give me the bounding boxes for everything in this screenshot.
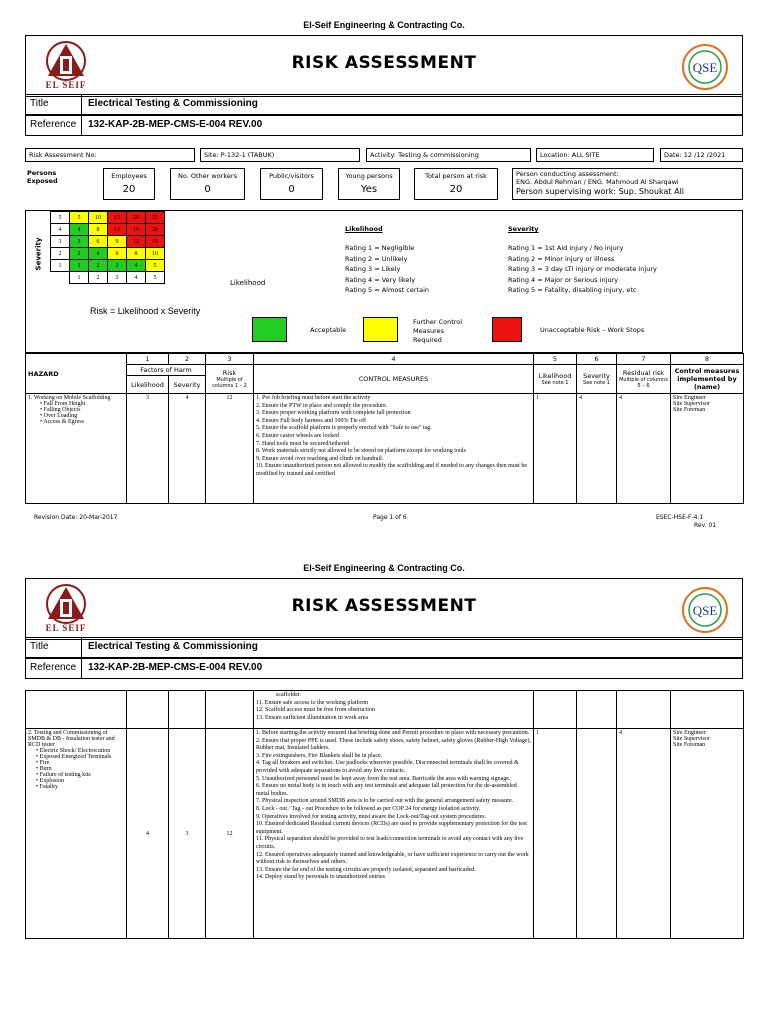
- document-header: [25, 35, 743, 97]
- likelihood-item: Rating 1 = Negligible: [345, 244, 415, 252]
- ra-number: Risk Assessment No:: [25, 148, 195, 162]
- other-workers-box: [170, 168, 245, 200]
- control-measures-cell: scaffolder. 11. Ensure safe access to the working platform 12. Scaffold access must be free from obstruction 13. Ensure sufficient illumination in work area: [254, 691, 534, 729]
- residual-severity-cell: 4: [577, 394, 617, 504]
- th-severity: Severity: [169, 376, 206, 394]
- severity-legend-title: Severity: [508, 225, 539, 233]
- matrix-cell: 16: [127, 224, 146, 236]
- matrix-cell: 3: [108, 260, 127, 272]
- residual-risk-cell: 4: [617, 729, 671, 939]
- employees-label: Employees: [111, 172, 147, 180]
- location: Location: ALL SITE: [536, 148, 654, 162]
- likelihood-legend: [345, 243, 429, 296]
- employees-value: 20: [122, 184, 136, 195]
- unacceptable-swatch: [492, 317, 522, 342]
- date: Date: 12 /12 /2021: [660, 148, 743, 162]
- th-risk: Risk Multiple of columns 1 – 2: [206, 365, 254, 394]
- qse-text: QSE: [692, 60, 718, 75]
- other-workers-value: 0: [204, 184, 211, 195]
- matrix-cell: 15: [108, 212, 127, 224]
- company-name: El-Seif Engineering & Contracting Co.: [303, 20, 465, 30]
- th-residual: Residual risk Multiple of columns 5 – 6: [617, 365, 671, 394]
- matrix-cell: 9: [108, 236, 127, 248]
- total-at-risk-label: Total person at risk: [425, 172, 487, 180]
- th-factors: Factors of Harm: [127, 365, 206, 376]
- matrix-cell: 8: [89, 224, 108, 236]
- matrix-cell: 4: [127, 260, 146, 272]
- matrix-cell: 4: [89, 248, 108, 260]
- reference-label: Reference: [26, 659, 82, 678]
- th-n3: 3: [206, 354, 254, 365]
- footer-revision: Revision Date: 20-Mar-2017: [34, 514, 118, 521]
- matrix-cell: 12: [127, 236, 146, 248]
- th-n6: 6: [577, 354, 617, 365]
- matrix-col: 4: [127, 272, 146, 284]
- title-row: [25, 94, 743, 115]
- further-label: Further Control Measures Required: [413, 318, 463, 344]
- severity-legend: [508, 243, 657, 296]
- hazard-table-p2: [25, 690, 744, 939]
- likelihood-item: Rating 3 = Likely: [345, 265, 401, 273]
- table-row: [26, 691, 744, 729]
- risk-cell: 12: [206, 729, 254, 939]
- page-title: RISK ASSESSMENT: [291, 53, 477, 73]
- title-label: Title: [26, 638, 82, 657]
- total-at-risk-value: 20: [449, 184, 463, 195]
- th-n1: 1: [127, 354, 169, 365]
- activity: Activity: Testing & commissioning: [366, 148, 531, 162]
- reference-row-p2: [25, 658, 743, 679]
- severity-item: Rating 2 = Minor injury or illness: [508, 254, 615, 263]
- matrix-cell: 6: [108, 248, 127, 260]
- matrix-cell: 2: [70, 248, 89, 260]
- document-header-p2: [25, 578, 743, 640]
- hazard-cell: 2. Testing and Commissioning of SMDB & DB - Insulation tester and RCD tester • Electric Shock/ Electrocution • Exposed Energized Terminals • Fire • Burn • Failure of testing kits • Explosion • Fatality: [26, 729, 127, 939]
- severity-item: Rating 4 = Major or Serious injury: [508, 275, 619, 284]
- conducting-label: Person conducting assessment:: [516, 170, 619, 178]
- matrix-cell: 5: [51, 212, 70, 224]
- likelihood-item: Rating 4 = Very likely: [345, 275, 416, 284]
- unacceptable-label: Unacceptable Risk – Work Stops: [540, 326, 645, 334]
- likelihood-cell: 3: [127, 394, 169, 504]
- residual-likelihood-cell: 1: [534, 394, 577, 504]
- matrix-cell: 20: [146, 224, 165, 236]
- employees-box: [103, 168, 155, 200]
- matrix-cell: 2: [89, 260, 108, 272]
- supervising: Person supervising work: Sup. Shoukat Ali: [516, 187, 685, 196]
- th-hazard: HAZARD: [26, 354, 127, 394]
- th-n2: 2: [169, 354, 206, 365]
- likelihood-item: Rating 5 = Almost certain: [345, 286, 430, 294]
- implemented-by-cell: Sire Engineer Site Supervisor Site Foreman: [671, 394, 744, 504]
- matrix-cell: 1: [51, 260, 70, 272]
- th-implemented-by: Control measures implemented by (name): [671, 365, 744, 394]
- th-severity2: Severity See note 1: [577, 365, 617, 394]
- matrix-col: 2: [89, 272, 108, 284]
- residual-likelihood-cell: 1: [534, 729, 577, 939]
- matrix-cell: 4: [70, 224, 89, 236]
- logo-text: EL SEIF: [45, 623, 87, 633]
- assessment-persons-box: [512, 168, 743, 200]
- company-name-p2: El-Seif Engineering & Contracting Co.: [303, 563, 465, 573]
- public-label: Public/visitors: [269, 172, 314, 180]
- matrix-cell: 10: [146, 248, 165, 260]
- severity-cell: 4: [169, 394, 206, 504]
- other-workers-label: No. Other workers: [178, 172, 237, 180]
- severity-item: Rating 5 = Fatality, disabling injury, etc: [508, 286, 637, 294]
- young-persons-box: [338, 168, 400, 200]
- matrix-cell: 8: [127, 248, 146, 260]
- hazard-table: [25, 353, 744, 504]
- matrix-cell: 6: [89, 236, 108, 248]
- matrix-cell: 2: [51, 248, 70, 260]
- reference-value: 132-KAP-2B-MEP-CMS-E-004 REV.00: [88, 662, 263, 673]
- matrix-col: 5: [146, 272, 165, 284]
- title-row-p2: [25, 637, 743, 658]
- conducting-names: ENG. Abdul Rehman / ENG. Mahmoud Al Sharqawi: [516, 178, 679, 186]
- qse-logo: [680, 585, 730, 635]
- matrix-cell: 25: [146, 212, 165, 224]
- th-n4: 4: [254, 354, 534, 365]
- logo-text: EL SEIF: [45, 80, 87, 90]
- hazard-cell: 1. Working on Mobile Scaffolding • Fall From Height • Falling Objects • Over Loading • Access & Egress: [26, 394, 127, 504]
- likelihood-axis-label: Likelihood: [230, 279, 266, 287]
- footer-code: ESEC-HSE-F-4.1: [656, 514, 704, 521]
- matrix-cell: 20: [127, 212, 146, 224]
- th-likelihood: Likelihood: [127, 376, 169, 394]
- risk-formula: Risk = Likelihood x Severity: [90, 306, 201, 316]
- implemented-by-cell: Sire Engineer Site Supervisor Site Foreman: [671, 729, 744, 939]
- matrix-cell: 10: [89, 212, 108, 224]
- matrix-col: 3: [108, 272, 127, 284]
- site: Site: P-132-1 (TABUK): [200, 148, 360, 162]
- th-n5: 5: [534, 354, 577, 365]
- matrix-cell: 1: [70, 260, 89, 272]
- matrix-cell: 12: [108, 224, 127, 236]
- page-title-p2: RISK ASSESSMENT: [291, 596, 477, 616]
- matrix-cell: 3: [51, 236, 70, 248]
- severity-cell: 3: [169, 729, 206, 939]
- public-value: 0: [288, 184, 295, 195]
- likelihood-legend-title: Likelihood: [345, 225, 383, 233]
- matrix-col: 1: [70, 272, 89, 284]
- matrix-cell: 15: [146, 236, 165, 248]
- risk-cell: 12: [206, 394, 254, 504]
- acceptable-swatch: [252, 317, 287, 342]
- likelihood-item: Rating 2 = Unlikely: [345, 254, 408, 263]
- title-value: Electrical Testing & Commissioning: [88, 641, 258, 652]
- qse-text: QSE: [692, 603, 718, 618]
- risk-matrix: [50, 211, 165, 284]
- title-value: Electrical Testing & Commissioning: [88, 98, 258, 109]
- table-row: [26, 729, 744, 939]
- residual-risk-cell: 4: [617, 394, 671, 504]
- th-n8: 8: [671, 354, 744, 365]
- reference-row: [25, 115, 743, 136]
- young-persons-label: Young persons: [345, 172, 393, 180]
- further-swatch: [363, 317, 398, 342]
- th-control-measures: CONTROL MEASURES: [254, 365, 534, 394]
- severity-axis-label: Severity: [34, 237, 43, 271]
- severity-item: Rating 1 = 1st Aid injury / No injury: [508, 244, 624, 252]
- acceptable-label: Acceptable: [310, 326, 347, 334]
- public-box: [260, 168, 323, 200]
- reference-label: Reference: [26, 116, 82, 135]
- th-likelihood2: Likelihood See note 1: [534, 365, 577, 394]
- matrix-cell: 5: [70, 212, 89, 224]
- table-row: [26, 394, 744, 504]
- control-measures-cell: 1. Pre Job briefing must before start the activity 2. Ensure the PTW in place and comply the procedure. 3. Ensure proper working platform with complete fall protection 4. Ensure Full body harness and 100% Tie off 5. Ensure the scaffold platform is properly erected with "Safe to use" tag. 6. Ensure castor wheels are locked 7. Hand tools must be secured/tethered 8. Work materials strictly not allowed to be stored on platform except for working tools 9. Ensure avoid over reaching and climb on handrail. 10. Ensure unauthorized person not allowed to modify the scaffolding and if needed to any changes then must be modified by trained and certified: [254, 394, 534, 504]
- total-at-risk-box: [414, 168, 498, 200]
- reference-value: 132-KAP-2B-MEP-CMS-E-004 REV.00: [88, 119, 263, 130]
- severity-item: Rating 3 = 3 day LTI injury or moderate injury: [508, 265, 657, 273]
- young-persons-value: Yes: [360, 184, 378, 195]
- likelihood-cell: 4: [127, 729, 169, 939]
- footer-rev: Rev. 01: [694, 522, 717, 529]
- persons-exposed-label: Persons Exposed: [27, 169, 58, 185]
- matrix-cell: 3: [70, 236, 89, 248]
- control-measures-cell: 1. Before starting the activity ensured that briefing done and Permit procedure in place with necessary precaution. 2. Ensure that proper PPE is used. These include safety shoes, safety helmet, safety gloves (Rubber-High Voltage), Rubber mat, Insulated ladders. 3. Fire extinguishers, Fire Blankets shall be in place. 4. Tag all breakers and switches. Use padlocks wherever possible. Disconnected terminals shall be covered & provided with adequate separations to avoid any live contacts. 5. Unauthorized personnel must be kept away from the test area. Barricade the area with warning signage. 6. Ensure no metal body is in touch with any test terminals and adequate fall protection for the de-assembled metal bodies. 7. Physical inspection around SMDB area is to be carried out with the general arrangement safety measure. 8. Lock - out / Tag - out Procedure to be followed as per COP 24 for energy isolation activity. 9. Operatives involved for testing activity, must aware the Lock-out/Tag-out system procedures. 10. Ensured dedicated Residual current devices (RCDs) are used to provide supplementary protection for the test equipment. 11. Physical separation should be provided to test leads/connection terminals to avoid any contact with any live circuits. 12. Ensured operatives adequately trained and knowledgeable, or have sufficient experience to carry out the work without risk to themselves and others. 13. Ensure the far end of the testing circuits are properly isolated, separated and barricaded. 14. Deploy stand by personals to unauthorized entries: [254, 729, 534, 939]
- title-label: Title: [26, 95, 82, 114]
- th-n7: 7: [617, 354, 671, 365]
- qse-logo: [680, 42, 730, 92]
- matrix-cell: 4: [51, 224, 70, 236]
- footer-page: Page 1 of 6: [373, 514, 407, 521]
- matrix-cell: 5: [146, 260, 165, 272]
